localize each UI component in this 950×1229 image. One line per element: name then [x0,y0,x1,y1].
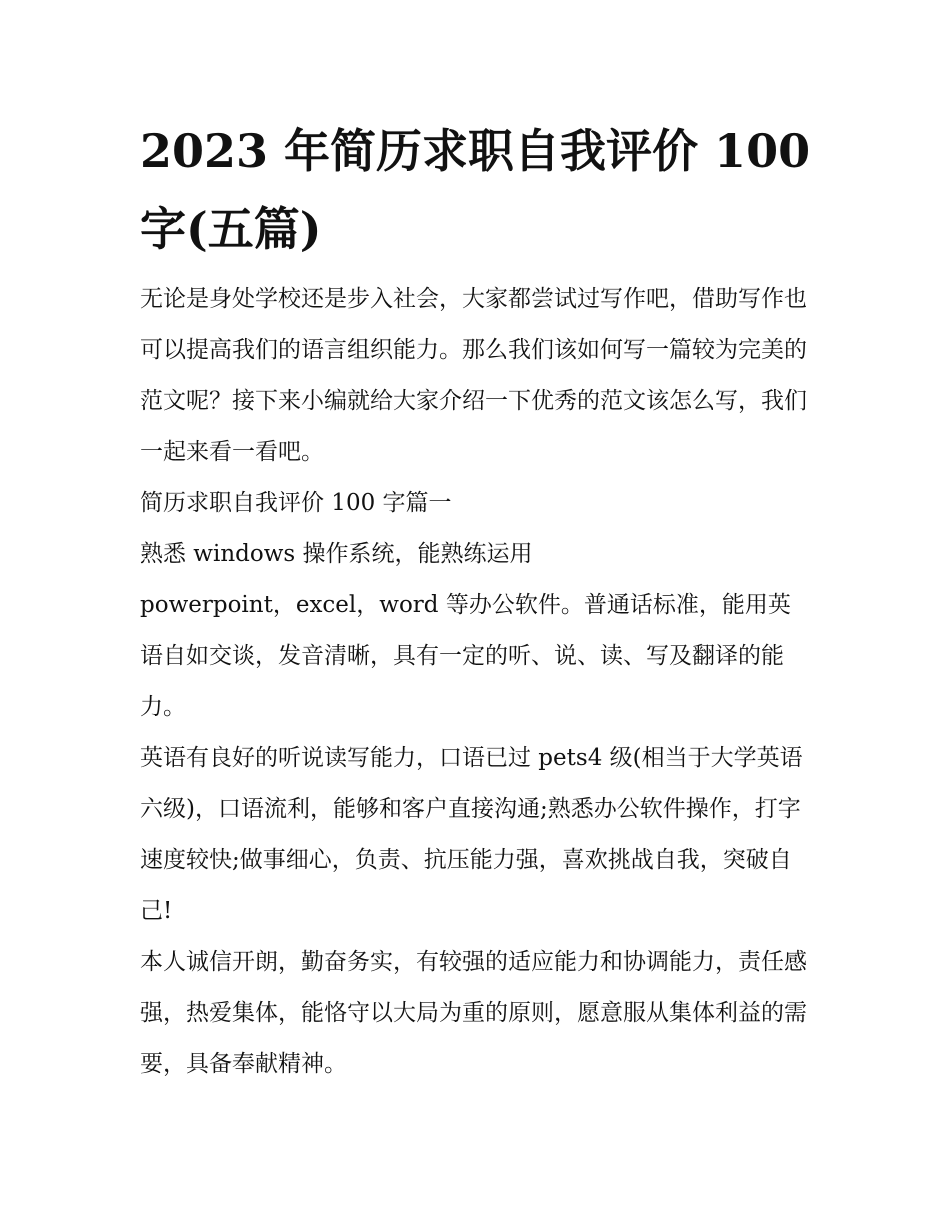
body-paragraph: powerpoint，excel，word 等办公软件。普通话标准，能用英语自如交谈，发音清晰，具有一定的听、说、读、写及翻译的能力。 [140,592,791,720]
body-paragraph: 英语有良好的听说读写能力，口语已过 pets4 级(相当于大学英语六级)，口语流利，能够和客户直接沟通;熟悉办公软件操作，打字速度较快;做事细心，负责、抗压能力强，喜欢挑战自我，突破自己! [140,745,803,924]
body-paragraph: 熟悉 windows 操作系统，能熟练运用 [140,541,533,567]
body-paragraph: 本人诚信开朗，勤奋务实，有较强的适应能力和协调能力，责任感强，热爱集体，能恪守以大局为重的原则，愿意服从集体利益的需要，具备奉献精神。 [140,949,807,1077]
section-heading: 简历求职自我评价 100 字篇一 [140,490,452,516]
intro-paragraph: 无论是身处学校还是步入社会，大家都尝试过写作吧，借助写作也可以提高我们的语言组织能力。那么我们该如何写一篇较为完美的范文呢？接下来小编就给大家介绍一下优秀的范文该怎么写，我们一起来看一看吧。 [140,286,807,465]
document-body [140,274,812,1090]
page-title: 2023 年简历求职自我评价 100 字(五篇) [140,124,811,256]
